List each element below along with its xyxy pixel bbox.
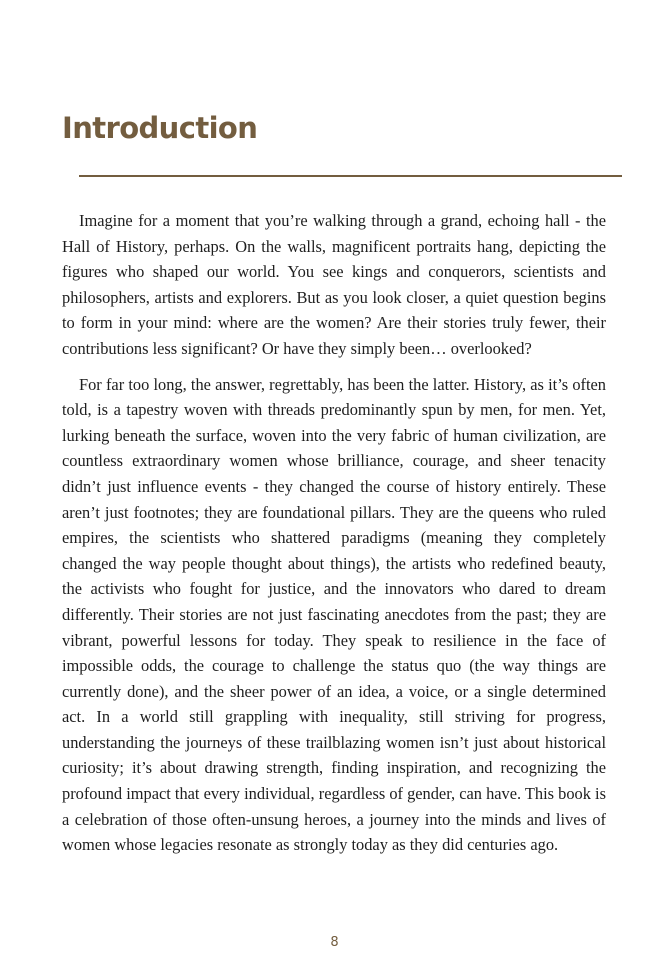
chapter-title: Introduction bbox=[62, 111, 258, 145]
chapter-body bbox=[62, 208, 606, 868]
body-paragraph: For far too long, the answer, regrettably, has been the latter. History, as it’s often told, is a tapestry woven with threads predominantly spun by men, for men. Yet, lurking beneath the surface, woven into the very fabric of human civilization, are countless extraordinary women whose brilliance, courage, and sheer tenacity didn’t just influence events - they changed the course of history entirely. These aren’t just footnotes; they are foundational pillars. They are the queens who ruled empires, the scientists who shattered paradigms (meaning they completely changed the way people thought about things), the artists who redefined beauty, the activists who fought for justice, and the innovators who dared to dream differently. Their stories are not just fascinating anecdotes from the past; they are vibrant, powerful lessons for today. They speak to resilience in the face of impossible odds, the courage to challenge the status quo (the way things are currently done), and the sheer power of an idea, a voice, or a single determined act. In a world still grappling with inequality, still striving for progress, understanding the journeys of these trailblazing women isn’t just about historical curiosity; it’s about drawing strength, finding inspiration, and recognizing the profound impact that every individual, regardless of gender, can have. This book is a celebration of those often-unsung heroes, a journey into the minds and lives of women whose legacies resonate as strongly today as they did centuries ago. bbox=[62, 374, 606, 855]
page-number: 8 bbox=[330, 935, 339, 950]
body-paragraph: Imagine for a moment that you’re walking through a grand, echoing hall - the Hall of History, perhaps. On the walls, magnificent portraits hang, depicting the figures who shaped our world. You see kings and conquerors, scientists and philosophers, artists and explorers. But as you look closer, a quiet question begins to form in your mind: where are the women? Are their stories truly fewer, their contributions less significant? Or have they simply been… overlooked? bbox=[62, 211, 606, 358]
title-divider-rule bbox=[79, 175, 622, 177]
